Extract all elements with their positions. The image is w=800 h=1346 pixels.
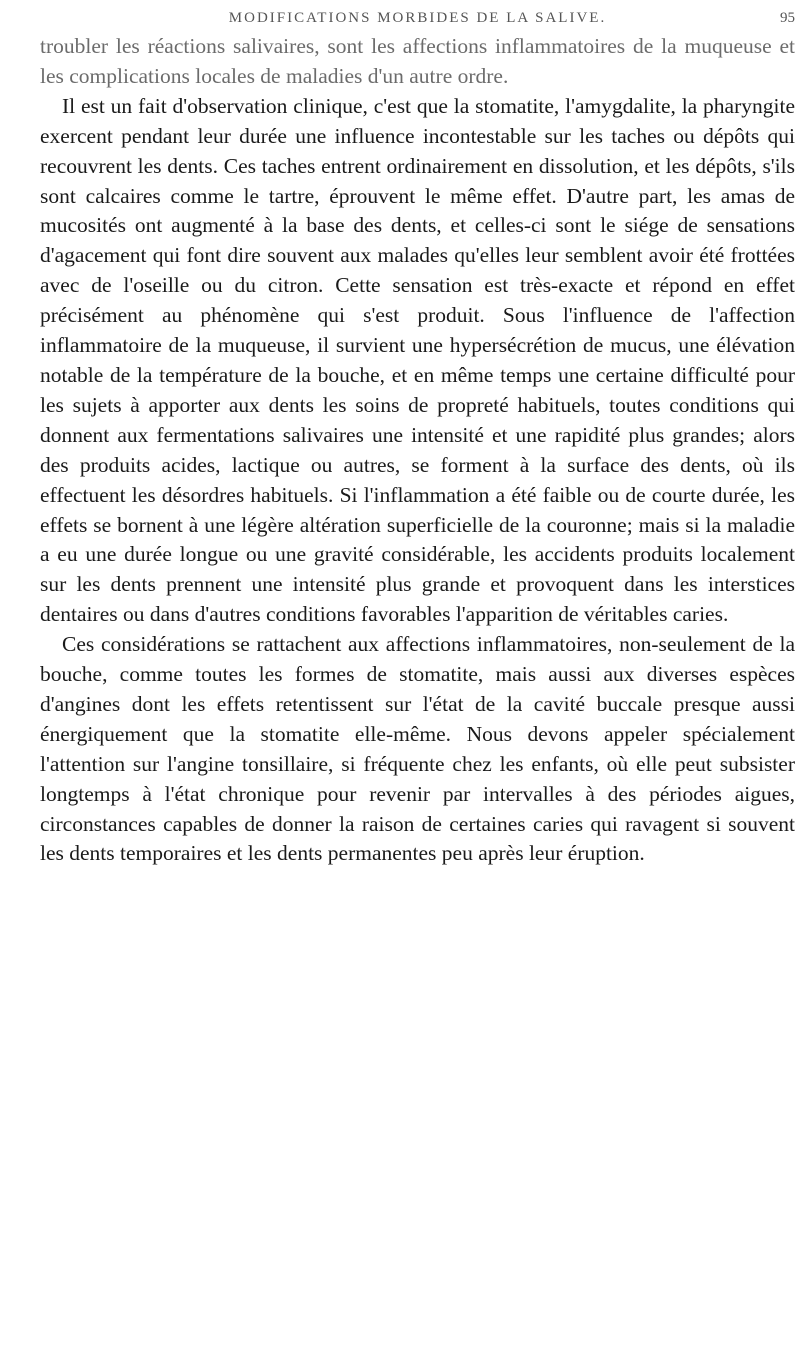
running-title: MODIFICATIONS MORBIDES DE LA SALIVE.: [228, 10, 607, 26]
running-header: [40, 8, 795, 32]
paragraph-clinical-observation: Il est un fait d'observation clinique, c'est que la stomatite, l'amygdalite, la pharyngite exercent pendant leur durée une influence incontestable sur les taches ou dépôts qui recouvrent les dents. Ces taches entrent ordinairement en dissolution, et les dépôts, s'ils sont calcaires comme le tartre, éprouvent le même effet. D'autre part, les amas de mucosités ont augmenté à la base des dents, et celles-ci sont le siége de sensations d'agacement qui font dire souvent aux malades qu'elles leur semblent avoir été frottées avec de l'oseille ou du citron. Cette sensation est très-exacte et répond en effet précisément au phénomène qui s'est produit. Sous l'influence de l'affection inflammatoire de la muqueuse, il survient une hypersécrétion de mucus, une élévation notable de la température de la bouche, et en même temps une certaine difficulté pour les sujets à apporter aux dents les soins de propreté habituels, toutes conditions qui donnent aux fermentations salivaires une intensité et une rapidité plus grandes; alors des produits acides, lactique ou autres, se forment à la surface des dents, où ils effectuent les désordres habituels. Si l'inflammation a été faible ou de courte durée, les effets se bornent à une légère altération superficielle de la couronne; mais si la maladie a eu une durée longue ou une gravité considérable, les accidents produits localement sur les dents prennent une intensité plus grande et provoquent dans les interstices dentaires ou dans d'autres conditions favorables l'apparition de véritables caries.: [40, 93, 795, 627]
body-text: [40, 32, 795, 869]
paragraph-considerations: Ces considérations se rattachent aux affections inflammatoires, non-seulement de la bouche, comme toutes les formes de stomatite, mais aussi aux diverses espèces d'angines dont les effets retentissent sur l'état de la cavité buccale presque aussi énergiquement que la stomatite elle-même. Nous devons appeler spécialement l'attention sur l'angine tonsillaire, si fréquente chez les enfants, où elle peut subsister longtemps à l'état chronique pour revenir par intervalles à des périodes aigues, circonstances capables de donner la raison de certaines caries qui ravagent si souvent les dents temporaires et les dents permanentes peu après leur éruption.: [40, 632, 795, 866]
page-number: 95: [780, 10, 795, 26]
paragraph-continued: troubler les réactions salivaires, sont les affections inflammatoires de la muqueuse et les complications locales de maladies d'un autre ordre.: [40, 34, 795, 88]
